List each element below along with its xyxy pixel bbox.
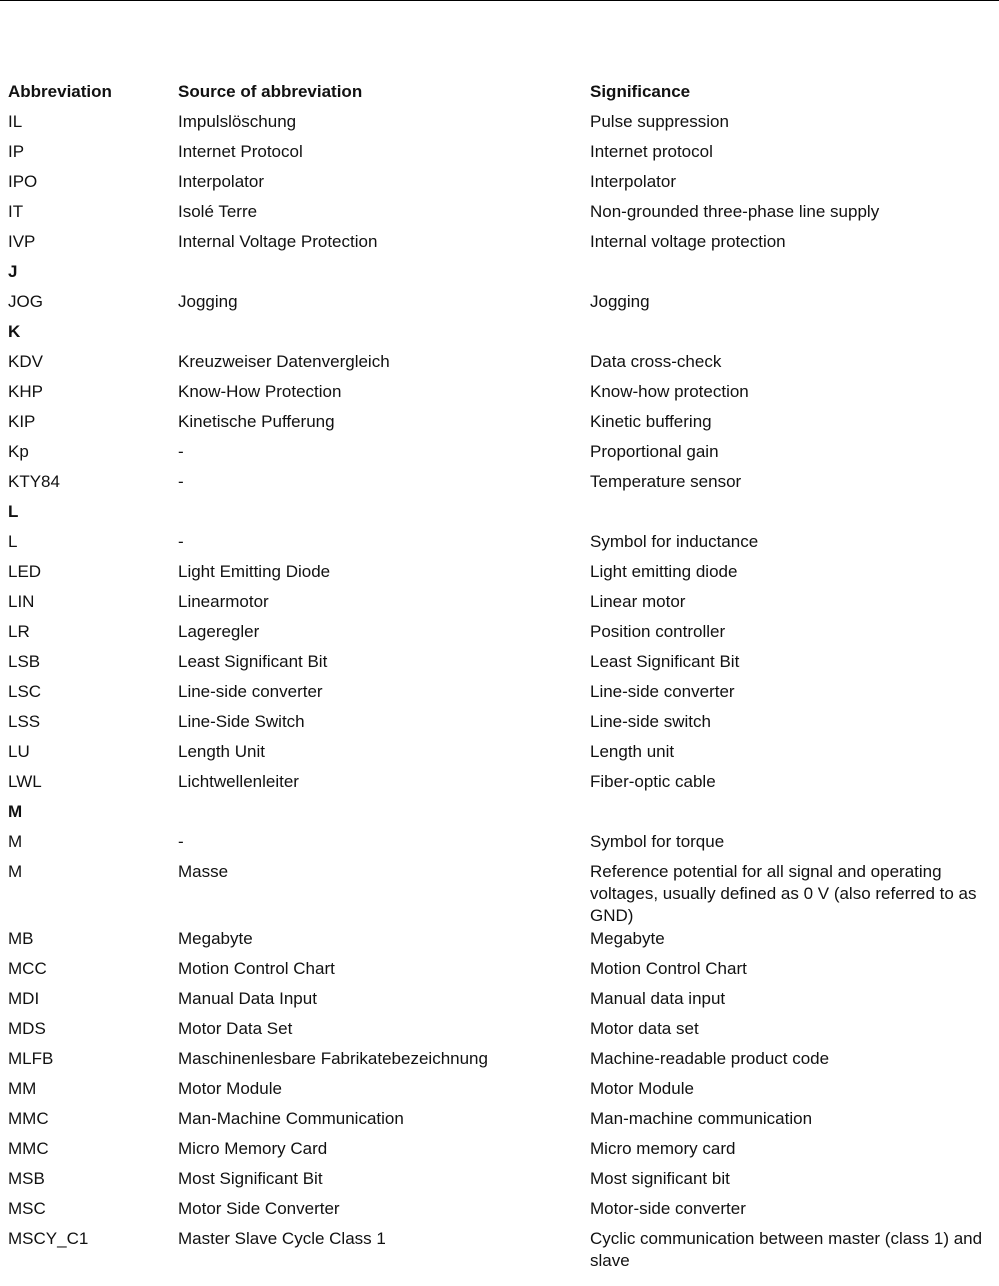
- abbreviation-cell: LED: [8, 562, 42, 581]
- letter-heading-row: [8, 320, 999, 350]
- table-row: [8, 290, 999, 320]
- abbreviation-cell: KTY84: [8, 472, 60, 491]
- letter-heading: K: [8, 322, 21, 341]
- table-row: [8, 1077, 999, 1107]
- significance-cell: Jogging: [590, 292, 650, 311]
- source-cell: Motor Side Converter: [178, 1199, 340, 1218]
- abbreviation-cell: MSC: [8, 1199, 46, 1218]
- abbreviation-cell: MDI: [8, 989, 40, 1008]
- letter-heading-row: [8, 800, 999, 830]
- significance-cell: Reference potential for all signal and operating voltages, usually defined as 0 V (also referred to as GND): [590, 862, 977, 925]
- table-row: [8, 200, 999, 230]
- significance-cell: Motor-side converter: [590, 1199, 746, 1218]
- significance-cell: Line-side converter: [590, 682, 735, 701]
- abbreviation-cell: MMC: [8, 1139, 49, 1158]
- significance-cell: [590, 500, 999, 501]
- abbreviation-cell: LR: [8, 622, 30, 641]
- table-row: [8, 590, 999, 620]
- abbreviation-cell: LSB: [8, 652, 41, 671]
- significance-cell: Least Significant Bit: [590, 652, 740, 671]
- table-row: [8, 830, 999, 860]
- abbreviation-cell: LU: [8, 742, 30, 761]
- significance-cell: Length unit: [590, 742, 675, 761]
- abbreviation-cell: M: [8, 862, 23, 881]
- abbreviation-cell: IVP: [8, 232, 36, 251]
- abbreviation-cell: MMC: [8, 1109, 49, 1128]
- source-cell: Master Slave Cycle Class 1: [178, 1229, 386, 1248]
- table-row: [8, 560, 999, 590]
- table-row: [8, 1047, 999, 1077]
- significance-cell: Megabyte: [590, 929, 665, 948]
- abbreviation-cell: IT: [8, 202, 24, 221]
- source-cell: Isolé Terre: [178, 202, 258, 221]
- table-row: [8, 530, 999, 560]
- table-row: [8, 770, 999, 800]
- source-cell: Manual Data Input: [178, 989, 317, 1008]
- significance-cell: Internet protocol: [590, 142, 713, 161]
- source-cell: Man-Machine Communication: [178, 1109, 404, 1128]
- significance-cell: Most significant bit: [590, 1169, 730, 1188]
- source-cell: Know-How Protection: [178, 382, 342, 401]
- table-row: [8, 740, 999, 770]
- significance-cell: Know-how protection: [590, 382, 749, 401]
- source-cell: Internet Protocol: [178, 142, 303, 161]
- significance-cell: Motion Control Chart: [590, 959, 747, 978]
- source-cell: Line-side converter: [178, 682, 323, 701]
- source-cell: Jogging: [178, 292, 238, 311]
- table-row: [8, 650, 999, 680]
- source-cell: Length Unit: [178, 742, 265, 761]
- abbreviation-cell: MB: [8, 929, 34, 948]
- significance-cell: Interpolator: [590, 172, 676, 191]
- significance-cell: Man-machine communication: [590, 1109, 813, 1128]
- table-row: [8, 1137, 999, 1167]
- abbreviation-cell: MCC: [8, 959, 47, 978]
- significance-cell: Linear motor: [590, 592, 686, 611]
- abbreviation-cell: L: [8, 532, 18, 551]
- abbreviation-cell: IL: [8, 112, 23, 131]
- significance-cell: Motor Module: [590, 1079, 694, 1098]
- header-significance: Significance: [590, 82, 691, 101]
- table-row: [8, 710, 999, 740]
- significance-cell: Motor data set: [590, 1019, 699, 1038]
- table-row: [8, 957, 999, 987]
- table-row: [8, 1167, 999, 1197]
- source-cell: Lichtwellenleiter: [178, 772, 299, 791]
- header-abbreviation: Abbreviation: [8, 82, 112, 101]
- abbreviation-cell: MSCY_C1: [8, 1229, 89, 1248]
- significance-cell: Cyclic communication between master (class 1) and slave: [590, 1229, 983, 1270]
- source-cell: Micro Memory Card: [178, 1139, 328, 1158]
- table-row: [8, 170, 999, 200]
- significance-cell: Symbol for torque: [590, 832, 725, 851]
- header-source: Source of abbreviation: [178, 82, 363, 101]
- source-cell: Line-Side Switch: [178, 712, 305, 731]
- source-cell: Light Emitting Diode: [178, 562, 331, 581]
- table-body: [8, 110, 999, 1272]
- abbreviation-cell: IP: [8, 142, 25, 161]
- table-header: [8, 80, 999, 110]
- source-cell: Motor Module: [178, 1079, 282, 1098]
- abbreviation-cell: MDS: [8, 1019, 46, 1038]
- table-row: [8, 110, 999, 140]
- letter-heading-row: [8, 500, 999, 530]
- top-rule: [0, 0, 999, 1]
- table-row: [8, 410, 999, 440]
- abbreviation-cell: LWL: [8, 772, 42, 791]
- abbreviation-cell: LSC: [8, 682, 42, 701]
- table-row: [8, 620, 999, 650]
- abbreviation-cell: IPO: [8, 172, 38, 191]
- source-cell: -: [178, 532, 184, 551]
- source-cell: -: [178, 832, 184, 851]
- table-row: [8, 440, 999, 470]
- source-cell: Motor Data Set: [178, 1019, 293, 1038]
- significance-cell: Proportional gain: [590, 442, 719, 461]
- letter-heading: L: [8, 502, 19, 521]
- source-cell: Lageregler: [178, 622, 260, 641]
- significance-cell: Manual data input: [590, 989, 726, 1008]
- abbreviation-cell: M: [8, 832, 23, 851]
- table-row: [8, 380, 999, 410]
- table-row: [8, 1017, 999, 1047]
- source-cell: Linearmotor: [178, 592, 269, 611]
- table-row: [8, 1107, 999, 1137]
- abbreviation-cell: JOG: [8, 292, 43, 311]
- source-cell: Masse: [178, 862, 229, 881]
- source-cell: Interpolator: [178, 172, 264, 191]
- letter-heading-row: [8, 260, 999, 290]
- letter-heading: M: [8, 802, 23, 821]
- abbreviation-cell: KHP: [8, 382, 43, 401]
- source-cell: [178, 500, 590, 501]
- source-cell: Impulslöschung: [178, 112, 297, 131]
- abbreviation-cell: Kp: [8, 442, 29, 461]
- source-cell: Kreuzweiser Datenvergleich: [178, 352, 390, 371]
- table-row: [8, 680, 999, 710]
- table-row: [8, 230, 999, 260]
- source-cell: Internal Voltage Protection: [178, 232, 378, 251]
- table-row: [8, 860, 999, 927]
- table-row: [8, 140, 999, 170]
- table-row: [8, 470, 999, 500]
- table-row: [8, 987, 999, 1017]
- table-row: [8, 1227, 999, 1272]
- significance-cell: [590, 320, 999, 321]
- abbreviation-cell: MM: [8, 1079, 37, 1098]
- source-cell: [178, 320, 590, 321]
- significance-cell: [590, 260, 999, 261]
- abbreviation-cell: MSB: [8, 1169, 45, 1188]
- source-cell: Least Significant Bit: [178, 652, 328, 671]
- significance-cell: Light emitting diode: [590, 562, 738, 581]
- abbreviation-cell: KDV: [8, 352, 43, 371]
- significance-cell: Fiber-optic cable: [590, 772, 716, 791]
- letter-heading: J: [8, 262, 18, 281]
- source-cell: [178, 260, 590, 261]
- abbreviation-cell: MLFB: [8, 1049, 54, 1068]
- significance-cell: Internal voltage protection: [590, 232, 786, 251]
- abbreviation-table: [8, 80, 999, 1272]
- significance-cell: Non-grounded three-phase line supply: [590, 202, 880, 221]
- significance-cell: Position controller: [590, 622, 726, 641]
- source-cell: [178, 800, 590, 801]
- source-cell: Most Significant Bit: [178, 1169, 323, 1188]
- significance-cell: Data cross-check: [590, 352, 722, 371]
- significance-cell: Temperature sensor: [590, 472, 742, 491]
- abbreviation-cell: KIP: [8, 412, 36, 431]
- source-cell: Kinetische Pufferung: [178, 412, 335, 431]
- significance-cell: Pulse suppression: [590, 112, 729, 131]
- abbreviation-cell: LIN: [8, 592, 35, 611]
- source-cell: Megabyte: [178, 929, 253, 948]
- source-cell: -: [178, 442, 184, 461]
- significance-cell: Symbol for inductance: [590, 532, 759, 551]
- source-cell: Maschinenlesbare Fabrikatebezeichnung: [178, 1049, 488, 1068]
- table-row: [8, 350, 999, 380]
- abbreviation-cell: LSS: [8, 712, 41, 731]
- table-row: [8, 927, 999, 957]
- source-cell: -: [178, 472, 184, 491]
- significance-cell: [590, 800, 999, 801]
- table-row: [8, 1197, 999, 1227]
- source-cell: Motion Control Chart: [178, 959, 335, 978]
- significance-cell: Micro memory card: [590, 1139, 736, 1158]
- significance-cell: Line-side switch: [590, 712, 711, 731]
- significance-cell: Kinetic buffering: [590, 412, 712, 431]
- significance-cell: Machine-readable product code: [590, 1049, 830, 1068]
